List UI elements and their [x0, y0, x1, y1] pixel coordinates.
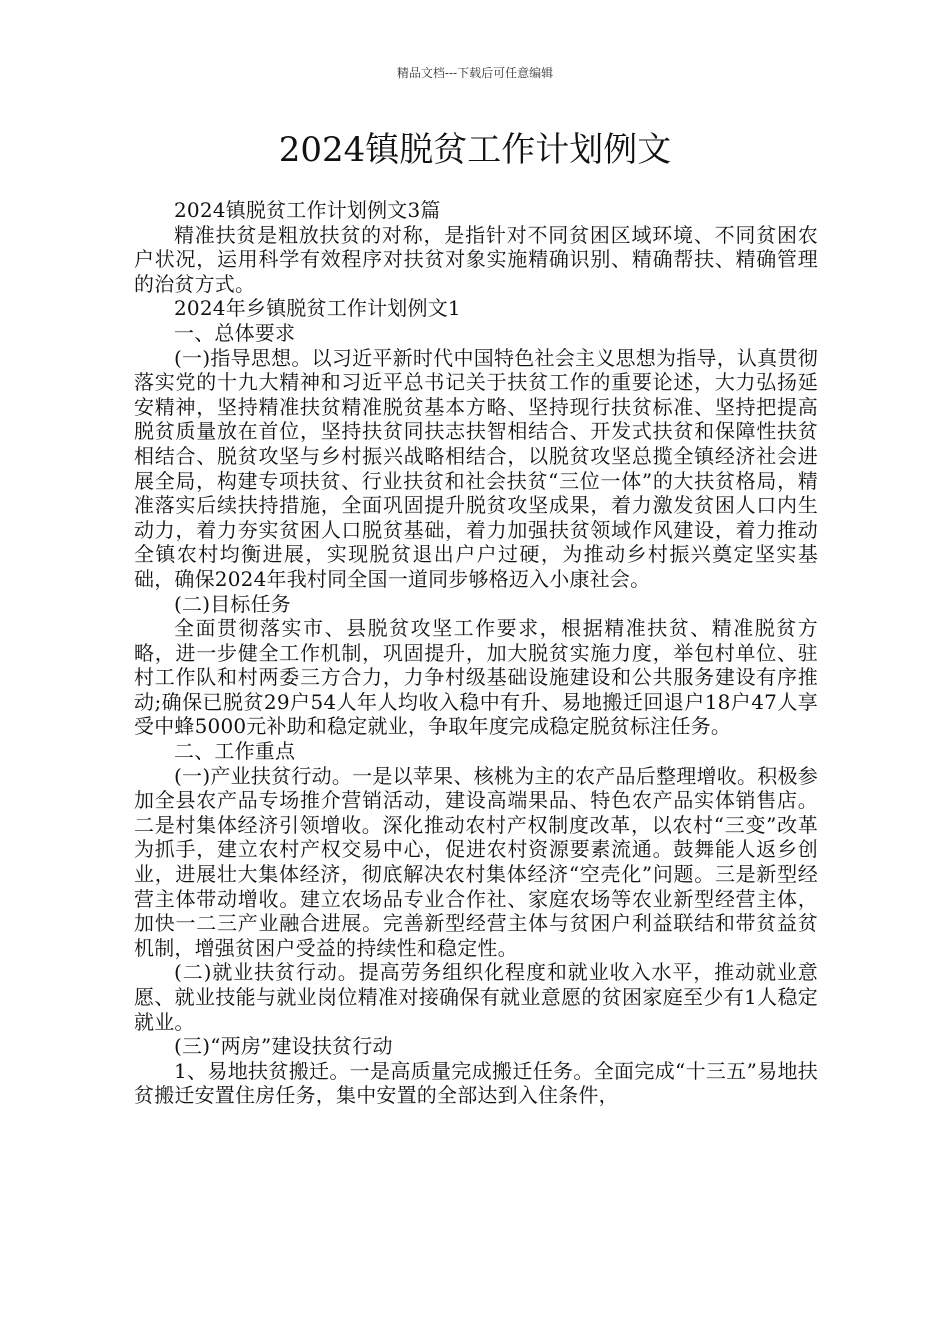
- intro-paragraph: 精准扶贫是粗放扶贫的对称，是指针对不同贫困区域环境、不同贫困农户状况，运用科学有效程序对扶贫对象实施精确识别、精确帮扶、精确管理的治贫方式。: [134, 222, 818, 296]
- subtitle-paragraph: 2024镇脱贫工作计划例文3篇: [174, 198, 441, 222]
- chapter-heading: 二、工作重点: [174, 739, 296, 764]
- body-paragraph: (一)产业扶贫行动。一是以苹果、核桃为主的农产品后整理增收。积极参加全县农产品专场推介营销活动，建设高端果品、特色农产品实体销售店。二是村集体经济引领增收。深化推动农村产权制度改革，以农村“三变”改革为抓手，建立农村产权交易中心，促进农村资源要素流通。鼓舞能人返乡创业，进展壮大集体经济，彻底解决农村集体经济“空壳化”问题。三是新型经营主体带动增收。建立农场品专业合作社、家庭农场等农业新型经营主体，加快一二三产业融合进展。完善新型经营主体与贫困户利益联结和带贫益贫机制，增强贫困户受益的持续性和稳定性。: [134, 763, 818, 960]
- document-body: [134, 198, 818, 1108]
- page-header: 精品文档---下载后可任意编辑: [396, 66, 554, 80]
- document-title: 2024镇脱贫工作计划例文: [278, 130, 672, 170]
- body-paragraph: (一)指导思想。以习近平新时代中国特色社会主义思想为指导，认真贯彻落实党的十九大精神和习近平总书记关于扶贫工作的重要论述，大力弘扬延安精神，坚持精准扶贫精准脱贫基本方略、坚持现行扶贫标准、坚持把提高脱贫质量放在首位，坚持扶贫同扶志扶智相结合、开发式扶贫和保障性扶贫相结合、脱贫攻坚与乡村振兴战略相结合，以脱贫攻坚总揽全镇经济社会进展全局，构建专项扶贫、行业扶贫和社会扶贫“三位一体”的大扶贫格局，精准落实后续扶持措施，全面巩固提升脱贫攻坚成果，着力激发贫困人口内生动力，着力夯实贫困人口脱贫基础，着力加强扶贫领域作风建设，着力推动全镇农村均衡进展，实现脱贫退出户户过硬，为推动乡村振兴奠定坚实基础，确保2024年我村同全国一道同步够格迈入小康社会。: [134, 345, 818, 591]
- subsection-heading: (三)“两房”建设扶贫行动: [174, 1034, 393, 1059]
- body-paragraph: (二)就业扶贫行动。提高劳务组织化程度和就业收入水平，推动就业意愿、就业技能与就业岗位精准对接确保有就业意愿的贫困家庭至少有1人稳定就业。: [134, 960, 818, 1034]
- body-paragraph: 全面贯彻落实市、县脱贫攻坚工作要求，根据精准扶贫、精准脱贫方略，进一步健全工作机制，巩固提升，加大脱贫实施力度，举包村单位、驻村工作队和村两委三方合力，力争村级基础设施建设和公共服务建设有序推动;确保已脱贫29户54人年人均收入稳中有升、易地搬迁回退户18户47人享受中蜂5000元补助和稳定就业，争取年度完成稳定脱贫标注任务。: [134, 616, 818, 739]
- subsection-heading: (二)目标任务: [174, 591, 292, 616]
- section-heading: 2024年乡镇脱贫工作计划例文1: [174, 296, 461, 321]
- chapter-heading: 一、总体要求: [174, 320, 296, 345]
- body-paragraph: 1、易地扶贫搬迁。一是高质量完成搬迁任务。全面完成“十三五”易地扶贫搬迁安置住房任务，集中安置的全部达到入住条件，: [134, 1058, 818, 1108]
